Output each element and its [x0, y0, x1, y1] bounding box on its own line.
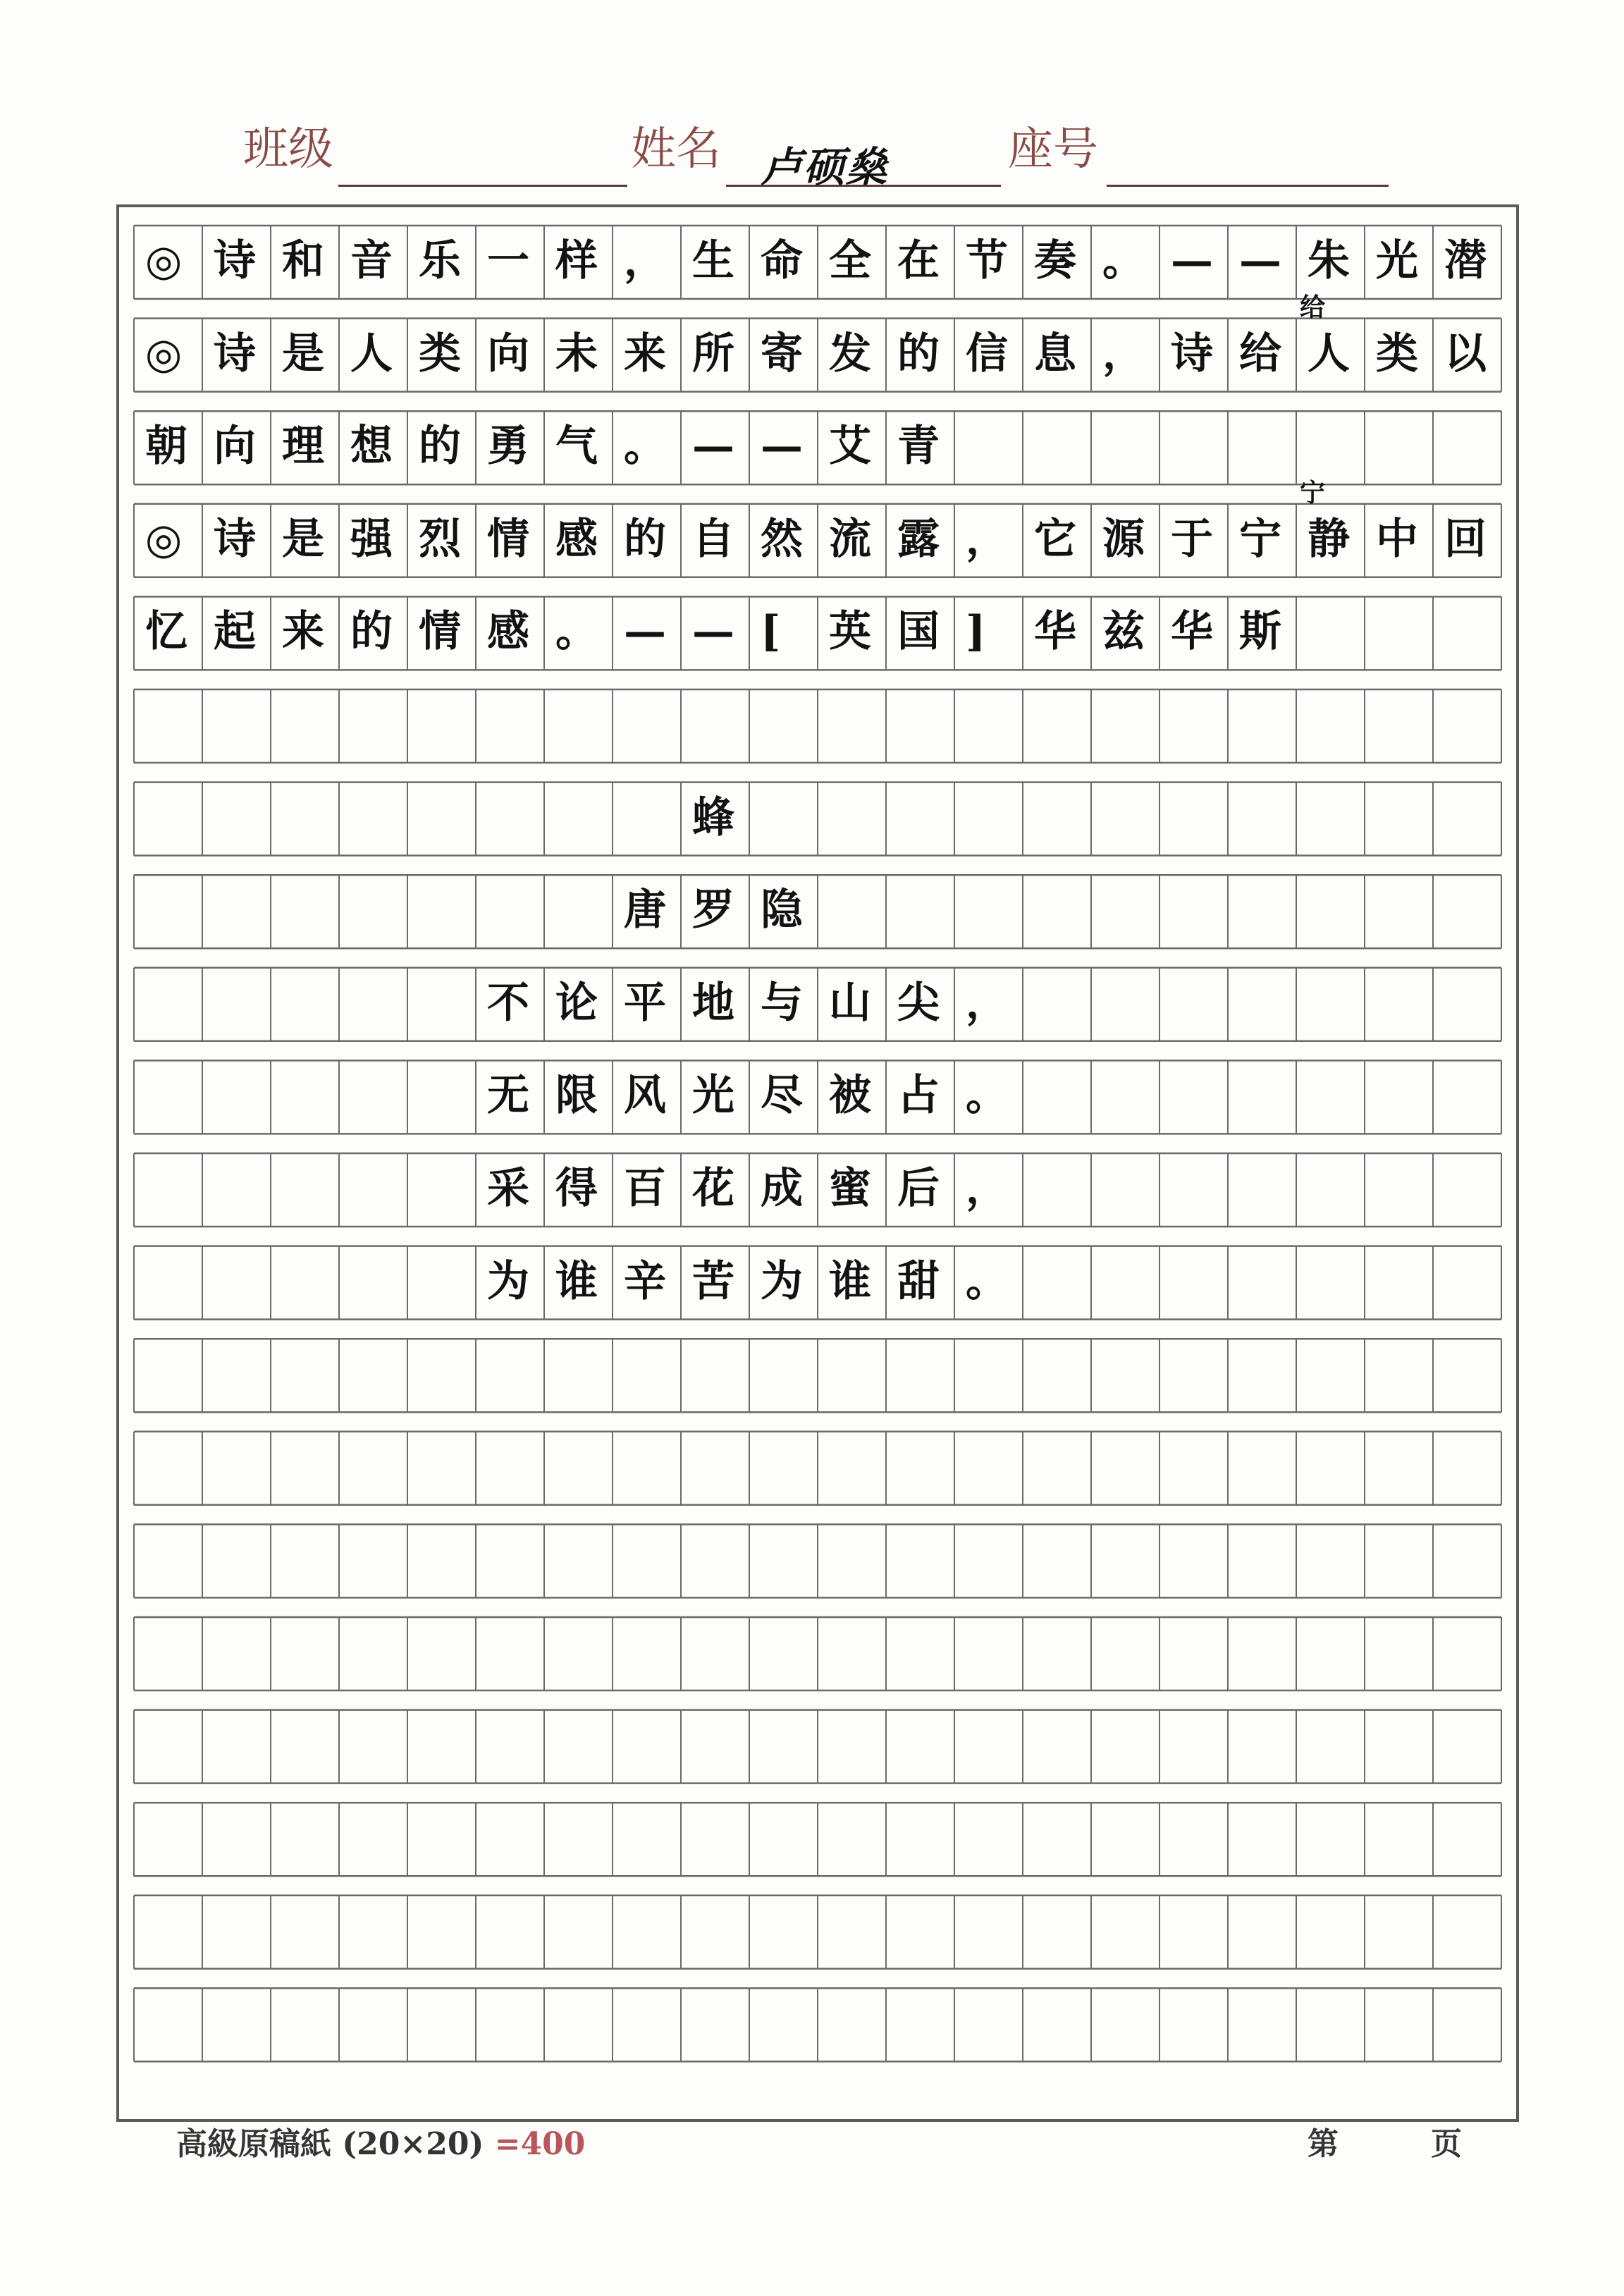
poem-char: 百: [624, 1164, 666, 1213]
quote-char: 和: [282, 236, 324, 286]
quote-char: ，: [966, 514, 1008, 564]
quote-char: 在: [897, 236, 940, 286]
quote-char: —: [1171, 236, 1213, 286]
poem-char: 。: [966, 1256, 1008, 1306]
poem-char: 谁: [555, 1256, 598, 1306]
quote-char: —: [761, 422, 803, 472]
poem-char: 尽: [761, 1071, 803, 1121]
paper-count: =400: [494, 2126, 586, 2162]
poem-char: 辛: [624, 1256, 666, 1306]
poem-char: ，: [966, 1164, 1008, 1213]
quote-char: 然: [761, 514, 803, 564]
class-label: 班级: [243, 123, 333, 176]
quote-char: 青: [897, 422, 940, 472]
poem-char: 无: [487, 1071, 529, 1121]
quote-char: 气: [555, 422, 598, 472]
poem-char: 苦: [692, 1256, 734, 1306]
poem-char: 为: [761, 1256, 803, 1306]
paper-label: 高級原稿紙: [176, 2126, 331, 2162]
quote-char: 以: [1444, 329, 1487, 379]
poem-char: 光: [692, 1071, 734, 1121]
quote-char: 人: [350, 329, 393, 379]
quote-char: 音: [350, 236, 393, 286]
poem-char: 风: [624, 1071, 666, 1121]
quote-char: 于: [1171, 514, 1213, 564]
quote-char: 向: [487, 329, 529, 379]
quote-char: 寄: [761, 329, 803, 379]
poem-title-char: 蜂: [692, 792, 734, 842]
quote-char: ，: [624, 236, 666, 286]
quote-char: 回: [1444, 514, 1487, 564]
name-label: 姓名: [631, 123, 721, 176]
quote-char: [: [761, 607, 781, 657]
quote-char: 是: [282, 514, 324, 564]
quote-char: 静: [1308, 514, 1350, 564]
poem-char: 不: [487, 978, 529, 1028]
quote-char: 流: [829, 514, 871, 564]
quote-char: 类: [1376, 329, 1418, 379]
poem-char: 地: [692, 978, 734, 1028]
correction-mark: 宁: [1300, 477, 1326, 508]
quote-char: —: [1239, 236, 1281, 286]
quote-char: —: [624, 607, 666, 657]
quote-char: 艾: [829, 422, 871, 472]
quote-char: 潜: [1444, 236, 1487, 286]
quote-char: 感: [487, 607, 529, 657]
quote-char: 华: [1034, 607, 1076, 657]
quote-char: 诗: [1171, 329, 1213, 379]
page-label: 第: [1308, 2126, 1339, 2162]
poem-char: 尖: [897, 978, 940, 1028]
quote-char: ]: [966, 607, 986, 657]
poem-char: 蜜: [829, 1164, 871, 1213]
quote-char: 信: [966, 329, 1008, 379]
poem-char: 后: [897, 1164, 940, 1213]
poem-char: 甜: [897, 1256, 940, 1306]
poem-char: 。: [966, 1071, 1008, 1121]
quote-char: 来: [282, 607, 324, 657]
quote-char: 朱: [1308, 236, 1350, 286]
poem-char: 与: [761, 978, 803, 1028]
quote-char: 向: [214, 422, 256, 472]
quote-char: 国: [897, 607, 940, 657]
poem-char: 平: [624, 978, 666, 1028]
quote-char: 一: [487, 236, 529, 286]
quote-char: 人: [1308, 329, 1350, 379]
quote-char: ◎: [145, 329, 183, 379]
quote-char: 命: [761, 236, 803, 286]
quote-char: 奏: [1034, 236, 1076, 286]
poem-char: 采: [487, 1164, 529, 1213]
quote-char: 未: [555, 329, 598, 379]
quote-char: ◎: [145, 236, 183, 286]
quote-char: 给: [1239, 329, 1281, 379]
quote-char: 的: [624, 514, 666, 564]
quote-char: 发: [829, 329, 871, 379]
quote-char: 样: [555, 236, 598, 286]
quote-char: 强: [350, 514, 393, 564]
quote-char: 理: [282, 422, 324, 472]
quote-char: 诗: [214, 329, 256, 379]
poem-char: 山: [829, 978, 871, 1028]
quote-char: 乐: [419, 236, 461, 286]
quote-char: ◎: [145, 514, 183, 564]
quote-char: 的: [897, 329, 940, 379]
quote-char: 的: [419, 422, 461, 472]
quote-char: 生: [692, 236, 734, 286]
quote-char: 。: [624, 422, 666, 472]
quote-char: 是: [282, 329, 324, 379]
quote-char: 情: [419, 607, 461, 657]
poem-char: 得: [555, 1164, 598, 1213]
poem-char: 限: [555, 1071, 598, 1121]
quote-char: 。: [1102, 236, 1145, 286]
quote-char: 节: [966, 236, 1008, 286]
quote-char: 露: [897, 514, 940, 564]
poem-char: 为: [487, 1256, 529, 1306]
quote-char: 英: [829, 607, 871, 657]
poem-char: 被: [829, 1071, 871, 1121]
quote-char: 朝: [145, 422, 187, 472]
quote-char: 华: [1171, 607, 1213, 657]
poem-char: 谁: [829, 1256, 871, 1306]
quote-char: 勇: [487, 422, 529, 472]
quote-char: 忆: [145, 607, 187, 657]
quote-char: 。: [555, 607, 598, 657]
paper-type-label: [176, 2118, 585, 2163]
quote-char: 自: [692, 514, 734, 564]
quote-char: 来: [624, 329, 666, 379]
poem-char: ，: [966, 978, 1008, 1028]
quote-char: 诗: [214, 236, 256, 286]
poem-author-char: 唐: [624, 885, 666, 935]
correction-mark: 给: [1300, 292, 1326, 322]
quote-char: 诗: [214, 514, 256, 564]
quote-char: 光: [1376, 236, 1418, 286]
poem-char: 成: [761, 1164, 803, 1213]
quote-char: 宁: [1239, 514, 1281, 564]
quote-char: 斯: [1239, 607, 1281, 657]
page-suffix: 页: [1431, 2126, 1462, 2162]
quote-char: 类: [419, 329, 461, 379]
quote-char: 起: [214, 607, 256, 657]
quote-char: 全: [829, 236, 871, 286]
poem-char: 论: [555, 978, 598, 1028]
quote-char: 中: [1376, 514, 1418, 564]
student-name: 卢硕燊: [761, 143, 889, 191]
quote-char: ，: [1102, 329, 1145, 379]
quote-char: 情: [487, 514, 529, 564]
quote-char: 息: [1034, 329, 1076, 379]
quote-char: 源: [1102, 514, 1145, 564]
quote-char: —: [692, 607, 734, 657]
poem-char: 花: [692, 1164, 734, 1213]
quote-char: 它: [1034, 514, 1076, 564]
poem-author-char: 隐: [761, 885, 803, 935]
poem-author-char: 罗: [692, 885, 734, 935]
paper-spec: (20×20): [342, 2126, 484, 2162]
quote-char: 的: [350, 607, 393, 657]
poem-char: 占: [897, 1071, 940, 1121]
quote-char: 所: [692, 329, 734, 379]
quote-char: 想: [350, 422, 393, 472]
seat-label: 座号: [1008, 123, 1098, 176]
quote-char: —: [692, 422, 734, 472]
quote-char: 烈: [419, 514, 461, 564]
quote-char: 感: [555, 514, 598, 564]
quote-char: 兹: [1102, 607, 1145, 657]
